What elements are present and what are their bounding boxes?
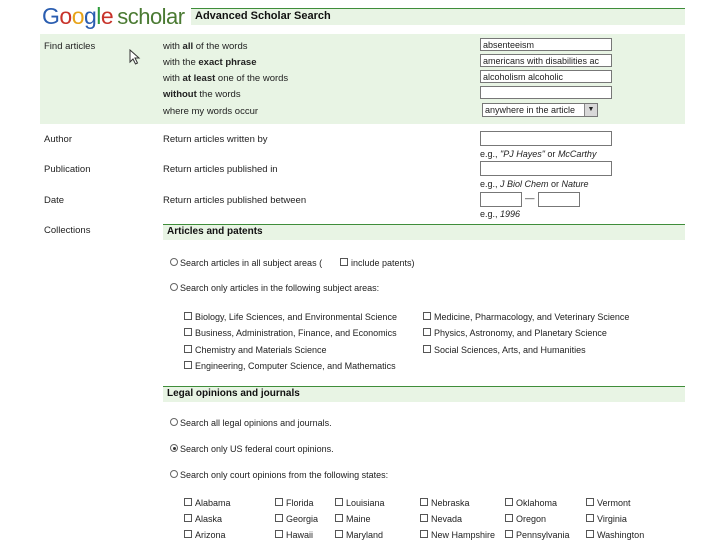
state-checkbox-alabama[interactable] [184, 498, 192, 506]
state-checkbox-oregon[interactable] [505, 514, 513, 522]
where-words-select[interactable] [482, 103, 598, 117]
state-checkbox-hawaii[interactable] [275, 530, 283, 538]
state-checkbox-arizona[interactable] [184, 530, 192, 538]
date-dash: — [525, 193, 535, 204]
exact-phrase-input[interactable]: americans with disabilities ac [480, 54, 612, 67]
logo-wordmark: Google [42, 3, 114, 29]
state-checkbox-washington[interactable] [586, 530, 594, 538]
state-label: Florida [286, 498, 314, 508]
subject-label: Biology, Life Sciences, and Environmental Science [195, 312, 397, 322]
state-label: Georgia [286, 514, 319, 524]
radio-states-label: Search only court opinions from the following states: [180, 470, 389, 480]
articles-patents-header [163, 224, 685, 240]
subject-checkbox-biology[interactable] [184, 312, 192, 320]
state-label: Vermont [597, 498, 631, 508]
subject-label: Business, Administration, Finance, and Economics [195, 328, 397, 338]
state-label: Virginia [597, 514, 627, 524]
subject-label: Social Sciences, Arts, and Humanities [434, 345, 586, 355]
state-label: Louisiana [346, 498, 385, 508]
state-checkbox-georgia[interactable] [275, 514, 283, 522]
all-words-input[interactable]: absenteeism [480, 38, 612, 51]
subject-checkbox-physics[interactable] [423, 328, 431, 336]
state-checkbox-alaska[interactable] [184, 514, 192, 522]
subject-label: Physics, Astronomy, and Planetary Science [434, 328, 607, 338]
find-articles-label: Find articles [44, 41, 96, 52]
subject-label: Medicine, Pharmacology, and Veterinary Science [434, 312, 630, 322]
subject-checkbox-chemistry[interactable] [184, 345, 192, 353]
publication-label: Publication [44, 164, 91, 175]
row-all-words-label: with all of the words [163, 41, 248, 52]
without-words-input[interactable] [480, 86, 612, 99]
radio-states[interactable] [170, 470, 178, 478]
google-scholar-logo[interactable] [42, 3, 185, 30]
state-checkbox-new-hampshire[interactable] [420, 530, 428, 538]
publication-desc: Return articles published in [163, 164, 278, 175]
legal-header [163, 386, 685, 402]
state-checkbox-oklahoma[interactable] [505, 498, 513, 506]
state-checkbox-louisiana[interactable] [335, 498, 343, 506]
state-checkbox-maine[interactable] [335, 514, 343, 522]
author-label: Author [44, 134, 72, 145]
state-label: Alaska [195, 514, 223, 524]
state-checkbox-pennsylvania[interactable] [505, 530, 513, 538]
subject-checkbox-engineering[interactable] [184, 361, 192, 369]
subject-checkbox-medicine[interactable] [423, 312, 431, 320]
radio-only-subjects-label: Search only articles in the following subject areas: [180, 283, 380, 293]
date-to-input[interactable] [538, 192, 580, 207]
subject-checkbox-business[interactable] [184, 328, 192, 336]
author-input[interactable] [480, 131, 612, 146]
state-checkbox-nebraska[interactable] [420, 498, 428, 506]
radio-all-legal-label: Search all legal opinions and journals. [180, 418, 332, 428]
row-at-least-label: with at least one of the words [163, 73, 289, 84]
date-hint: e.g., 1996 [480, 209, 521, 219]
mouse-cursor-icon [129, 49, 141, 65]
publication-hint: e.g., J Biol Chem or Nature [480, 179, 589, 189]
state-label: Nebraska [431, 498, 470, 508]
logo-sub: scholar [117, 4, 185, 29]
state-label: Washington [597, 530, 645, 540]
row-without-label: without the words [163, 89, 241, 100]
state-label: Maryland [346, 530, 384, 540]
at-least-input[interactable]: alcoholism alcoholic [480, 70, 612, 83]
date-from-input[interactable] [480, 192, 522, 207]
date-desc: Return articles published between [163, 195, 307, 206]
state-label: Maine [346, 514, 371, 524]
dropdown-arrow-icon[interactable]: ▼ [584, 104, 597, 116]
articles-patents-title: Articles and patents [167, 226, 263, 237]
state-checkbox-florida[interactable] [275, 498, 283, 506]
state-label: New Hampshire [431, 530, 496, 540]
include-patents-label: include patents) [351, 258, 415, 268]
row-exact-phrase-label: with the exact phrase [163, 57, 257, 68]
where-words-label: where my words occur [163, 106, 259, 117]
state-checkbox-vermont[interactable] [586, 498, 594, 506]
state-label: Oklahoma [516, 498, 558, 508]
radio-all-subjects[interactable] [170, 258, 178, 266]
subject-label: Engineering, Computer Science, and Mathematics [195, 361, 396, 371]
radio-all-subjects-label: Search articles in all subject areas ( [180, 258, 323, 268]
page-title: Advanced Scholar Search [195, 10, 331, 22]
state-label: Nevada [431, 514, 463, 524]
state-label: Alabama [195, 498, 231, 508]
state-label: Oregon [516, 514, 547, 524]
legal-title: Legal opinions and journals [167, 388, 300, 399]
state-label: Pennsylvania [516, 530, 570, 540]
date-label: Date [44, 195, 65, 206]
author-desc: Return articles written by [163, 134, 268, 145]
state-checkbox-virginia[interactable] [586, 514, 594, 522]
collections-label: Collections [44, 225, 91, 236]
where-words-value: anywhere in the article [485, 105, 576, 115]
radio-all-legal[interactable] [170, 418, 178, 426]
radio-only-subjects[interactable] [170, 283, 178, 291]
subject-checkbox-social-sciences[interactable] [423, 345, 431, 353]
include-patents-checkbox[interactable] [340, 258, 348, 266]
page-title-bar [191, 8, 685, 25]
state-checkbox-maryland[interactable] [335, 530, 343, 538]
state-checkbox-nevada[interactable] [420, 514, 428, 522]
radio-us-federal[interactable] [170, 444, 178, 452]
state-label: Arizona [195, 530, 226, 540]
state-label: Hawaii [286, 530, 314, 540]
author-hint: e.g., "PJ Hayes" or McCarthy [480, 149, 597, 159]
publication-input[interactable] [480, 161, 612, 176]
radio-us-federal-label: Search only US federal court opinions. [180, 444, 334, 454]
subject-label: Chemistry and Materials Science [195, 345, 327, 355]
